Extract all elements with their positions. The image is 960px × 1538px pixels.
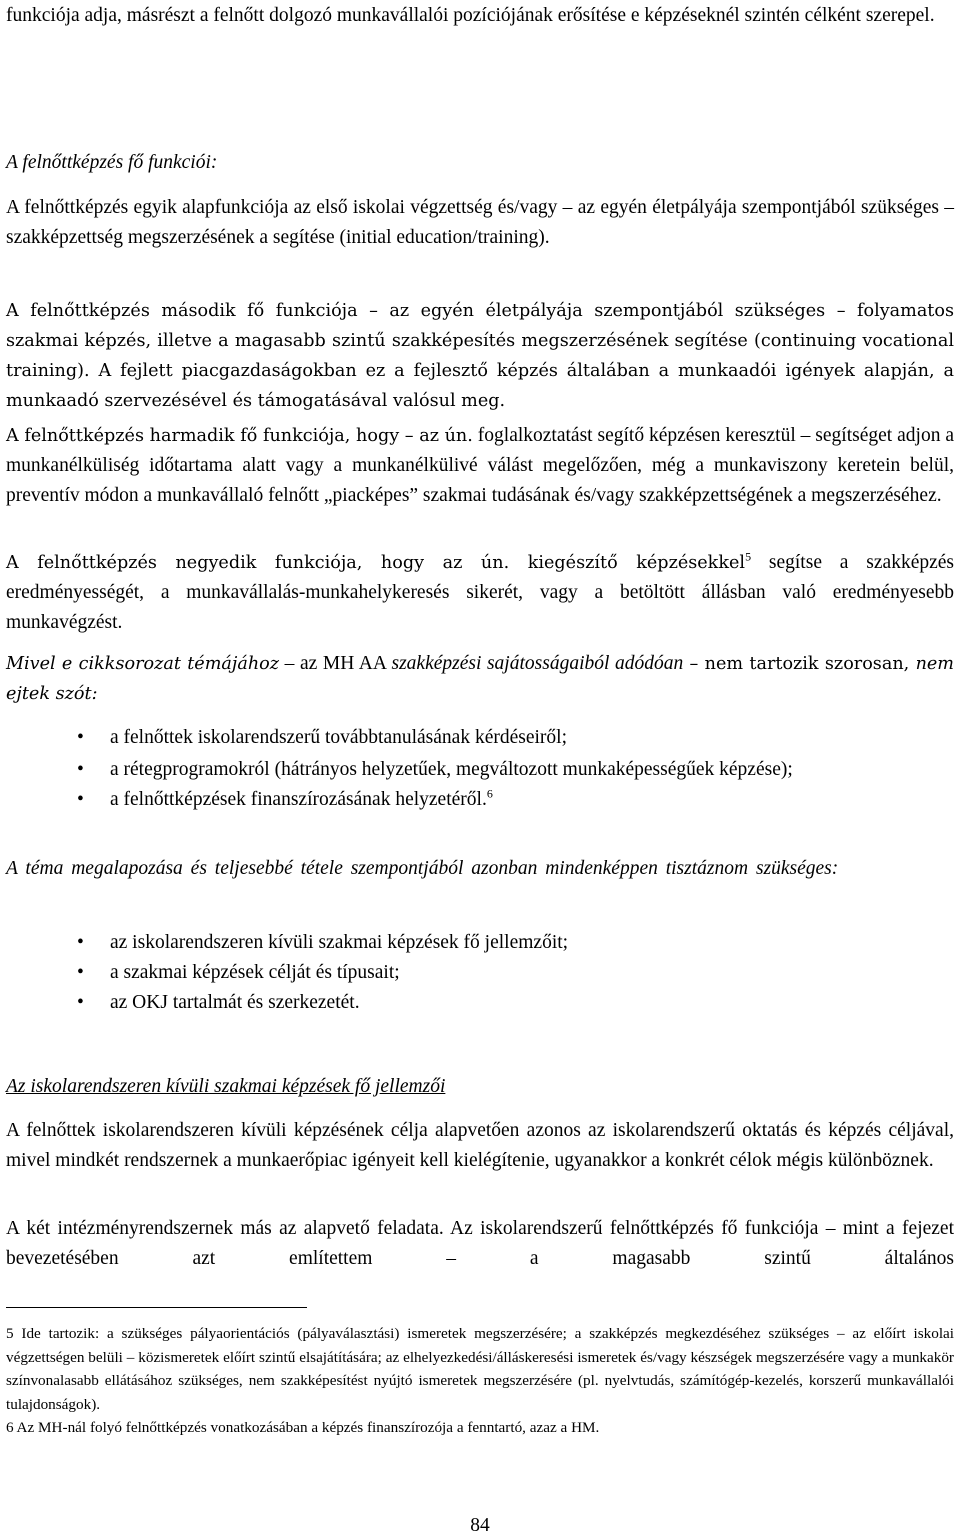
- bullet-icon: •: [77, 789, 84, 810]
- list-item-text: a szakmai képzések célját és típusait;: [110, 962, 400, 983]
- list-item-text: a felnőttképzések finanszírozásának helyzetéről.: [110, 789, 487, 810]
- paragraph-second-function: [6, 296, 954, 416]
- list-item-text: a rétegprogramokról (hátrányos helyzetűek, megváltozott munkaképességűek képzése);: [110, 759, 793, 780]
- second-function-text-b: A fejlett piacgazdaságokban ez a fejlesztő képzés általában a munkaadói igények alapján, a munkaadó szervezésével és támogatásával valósul meg.: [6, 361, 954, 411]
- list-excluded-topics: [6, 723, 954, 815]
- paragraph-goal: A felnőttek iskolarendszeren kívüli képzésének célja alapvetően azonos az iskolarendszerű oktatás és képzés céljával, mivel mindkét rendszernek a munkaerőpiac igényeit kell kielégítenie, ugyanakkor a konkrét célok mégis különböznek.: [6, 1120, 954, 1171]
- list-item: [6, 928, 954, 958]
- footnote-ref-6: 6: [486, 786, 493, 801]
- footnote-ref-5: 5: [745, 549, 752, 564]
- paragraph-intro: funkciója adja, másrészt a felnőtt dolgozó munkavállalói pozíciójának erősítése e képzéseknél szintén célként szerepel.: [6, 5, 935, 26]
- paragraph-clarify: A téma megalapozása és teljesebbé tétele szempontjából azonban mindenképpen tisztáznom szükséges:: [6, 858, 839, 879]
- list-item-text: az OKJ tartalmát és szerkezetét.: [110, 992, 360, 1013]
- page-number: 84: [470, 1515, 490, 1536]
- paragraph-third-function: [6, 421, 954, 511]
- paragraph-fourth-function: [6, 548, 954, 638]
- list-item: [6, 785, 954, 815]
- list-item: [6, 755, 954, 785]
- footnote-6: 6 Az MH-nál folyó felnőttképzés vonatkozásában a képzés finanszírozója a fenntartó, azaz a HM.: [6, 1419, 600, 1436]
- footnote-separator: [6, 1307, 307, 1308]
- footnote-5: 5 Ide tartozik: a szükséges pályaorientációs (pályaválasztási) ismeretek megszerzésére; a szakképzés megkezdéséhez szükséges – az előírt iskolai végzettségen belüli – közismeretek előírt szintű elsajátítására; az elhelyezkedési/álláskeresési ismeretek és/vagy készségek megszerzésére vagy a munkakör színvonalasabb ellátásához szükséges, nem szakképesítést nyújtó ismeretek megszerzésére (pl. nyelvtudás, számítógép-kezelés, korszerű munkavállalói tulajdonságok).: [6, 1325, 954, 1413]
- topic-text-b: – az MH AA: [279, 653, 392, 674]
- bullet-icon: •: [77, 962, 84, 983]
- heading-functions: A felnőttképzés fő funkciói:: [6, 152, 218, 173]
- bullet-icon: •: [77, 992, 84, 1013]
- bullet-icon: •: [77, 932, 84, 953]
- third-function-text-a: A felnőttképzés harmadik fő funkciója, hogy – az ún.: [6, 426, 473, 446]
- third-function-text-b: foglalkoztatást segítő képzésen keresztül – segítséget adjon a munkanélküliség időtartama alatt vagy a munkanélkülivé válást megelőzően, még a munkaviszony keretein belül, preventív módon a munkavállaló felnőtt „piacképes” szakmai tudásának és/vagy szakképzettségének a megszerzéséhez.: [6, 425, 955, 506]
- list-topics-to-clarify: [6, 928, 954, 1018]
- list-item-text: a felnőttek iskolarendszerű továbbtanulásának kérdéseiről;: [110, 727, 567, 748]
- fourth-function-text-b: segítse a szakképzés eredményességét, a munkavállalás-munkahelykeresés sikerét, vagy a betöltött állásban való eredményesebb munkavégzést.: [6, 552, 954, 633]
- list-item-text: az iskolarendszeren kívüli szakmai képzések fő jellemzőit;: [110, 932, 569, 953]
- list-item: [6, 723, 954, 753]
- list-item: [6, 988, 954, 1018]
- second-function-text: A felnőttképzés második fő funkciója – az egyén életpályája szempontjából szükséges – folyamatos szakmai képzés, illetve a magasabb szintű szakképesítés megszerzésének segítése (continuing vocational training).: [6, 301, 954, 381]
- topic-text-c: szakképzési sajátosságaiból adódóan: [391, 653, 684, 674]
- footnotes: [6, 1322, 954, 1440]
- bullet-icon: •: [77, 759, 84, 780]
- topic-text-e: nem ejtek szót:: [6, 654, 954, 704]
- paragraph-topic: [6, 649, 954, 709]
- paragraph-two-systems: A két intézményrendszernek más az alapvető feladata. Az iskolarendszerű felnőttképzés fő funkciója – mint a fejezet bevezetésében azt említettem – a magasabb szintű általános: [6, 1218, 954, 1269]
- section-heading: Az iskolarendszeren kívüli szakmai képzések fő jellemzői: [6, 1076, 446, 1097]
- bullet-icon: •: [77, 727, 84, 748]
- paragraph-first-function: A felnőttképzés egyik alapfunkciója az első iskolai végzettség és/vagy – az egyén életpályája szempontjából szükséges – szakképzettség megszerzésének a segítése (initial education/training).: [6, 197, 954, 248]
- topic-text-a: Mivel e cikksorozat témájához: [6, 654, 280, 674]
- list-item: [6, 958, 954, 988]
- fourth-function-text-a: A felnőttképzés negyedik funkciója, hogy az ún. kiegészítő képzésekkel: [6, 553, 746, 573]
- topic-text-d: – nem tartozik szorosan,: [683, 654, 916, 674]
